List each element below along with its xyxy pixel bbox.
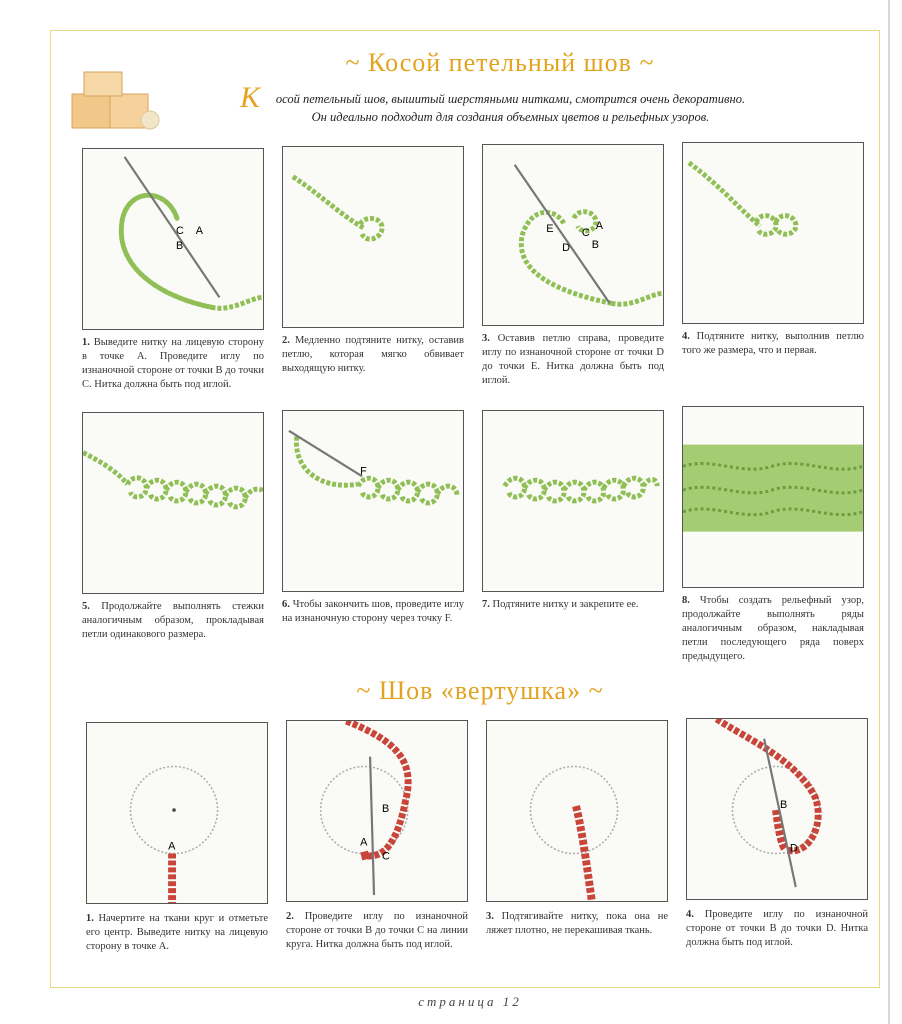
label-b: B [381, 802, 390, 815]
step-number: 7. [482, 599, 490, 610]
label-c: C [381, 850, 390, 863]
label-b: B [175, 239, 184, 252]
step-b4-caption [686, 908, 868, 950]
step-text: Продолжайте выполнять стежки аналогичным образом, прокладывая петли одинакового размера. [82, 601, 264, 640]
label-d: D [562, 241, 570, 254]
step-a7-photo [482, 410, 664, 592]
step-text: Проведите иглу по изнаночной стороне от точки В до точки С на линии круга. Нитка должна быть под иглой. [286, 911, 468, 950]
step-a5-photo [82, 412, 264, 594]
step-number: 3. [482, 333, 490, 344]
label-c: C [175, 225, 184, 238]
step-text: Чтобы закончить шов, проведите иглу на изнаночную сторону через точку F. [282, 599, 464, 624]
step-a6-photo [282, 410, 464, 592]
step-a7-caption [482, 598, 664, 612]
step-text: Чтобы создать рельефный узор, продолжайте выполнять ряды аналогичным образом, накладывая петли последующего ряда поверх предыдущего. [682, 595, 864, 662]
heading-slanted-buttonhole-stitch: ~ Косой петельный шов ~ [345, 48, 655, 77]
step-a3-photo [482, 144, 664, 326]
step-a3-caption [482, 332, 664, 388]
step-number: 5. [82, 601, 90, 612]
label-a: A [195, 225, 203, 238]
step-b3-photo [486, 720, 668, 902]
step-text: Подтягивайте нитку, пока она не ляжет плотно, не перекашивая ткань. [486, 911, 669, 936]
label-a: A [360, 836, 368, 849]
label-a: A [168, 840, 176, 853]
step-b4-photo [686, 718, 868, 900]
step-b2-photo [286, 720, 468, 902]
step-b1-photo [86, 722, 268, 904]
label-e: E [546, 223, 554, 236]
step-b1-caption [86, 912, 268, 954]
label-c: C [581, 226, 590, 239]
page-number: страница 12 [418, 994, 522, 1009]
step-text: Выведите нитку на лицевую сторону в точке А. Проведите иглу по изнаночной стороне от точки В до точки С. Нитка должна быть под иглой. [82, 337, 265, 390]
step-text: Медленно подтяните нитку, оставив петлю, которая мягко обвивает выходящую нитку. [282, 335, 464, 374]
step-a8-photo [682, 406, 864, 588]
page-edge-line [888, 0, 890, 1024]
step-number: 2. [282, 335, 290, 346]
label-b: B [779, 799, 788, 812]
label-d: D [789, 842, 798, 855]
step-text: Начертите на ткани круг и отметьте его центр. Выведите нитку на лицевую сторону в точке А. [86, 913, 268, 952]
step-a4-photo [682, 142, 864, 324]
step-text: Проведите иглу по изнаночной стороне от точки В до точки D. Нитка должна быть под иглой. [686, 909, 868, 948]
step-a1-caption [82, 336, 264, 392]
intro-dropcap: К [240, 81, 260, 114]
intro-line-2: Он идеально подходит для создания объемных цветов и рельефных узоров. [311, 110, 710, 124]
step-number: 3. [486, 911, 494, 922]
step-a1-photo [82, 148, 264, 330]
step-number: 8. [682, 595, 690, 606]
yarn-blocks-logo [70, 68, 160, 136]
intro-text [240, 81, 760, 126]
step-number: 1. [86, 913, 94, 924]
step-a5-caption [82, 600, 264, 642]
step-text: Подтяните нитку и закрепите ее. [492, 599, 639, 610]
label-f: F [360, 465, 367, 478]
step-number: 6. [282, 599, 290, 610]
step-number: 4. [686, 909, 694, 920]
label-a: A [595, 220, 603, 233]
step-number: 1. [82, 337, 90, 348]
step-a2-photo [282, 146, 464, 328]
step-number: 2. [286, 911, 294, 922]
step-a4-caption [682, 330, 864, 358]
heading-pinwheel-stitch: ~ Шов «вертушка» ~ [356, 676, 604, 705]
step-text: Подтяните нитку, выполнив петлю того же размера, что и первая. [682, 331, 864, 356]
step-a6-caption [282, 598, 464, 626]
step-b3-caption [486, 910, 668, 938]
label-b: B [591, 238, 600, 251]
step-a2-caption [282, 334, 464, 376]
step-text: Оставив петлю справа, проведите иглу по изнаночной стороне от точки D до точки E. Нитка должна быть под иглой. [482, 333, 665, 386]
intro-line-1: осой петельный шов, вышитый шерстяными нитками, смотрится очень декоративно. [275, 92, 746, 106]
step-a8-caption [682, 594, 864, 664]
step-number: 4. [682, 331, 690, 342]
step-b2-caption [286, 910, 468, 952]
